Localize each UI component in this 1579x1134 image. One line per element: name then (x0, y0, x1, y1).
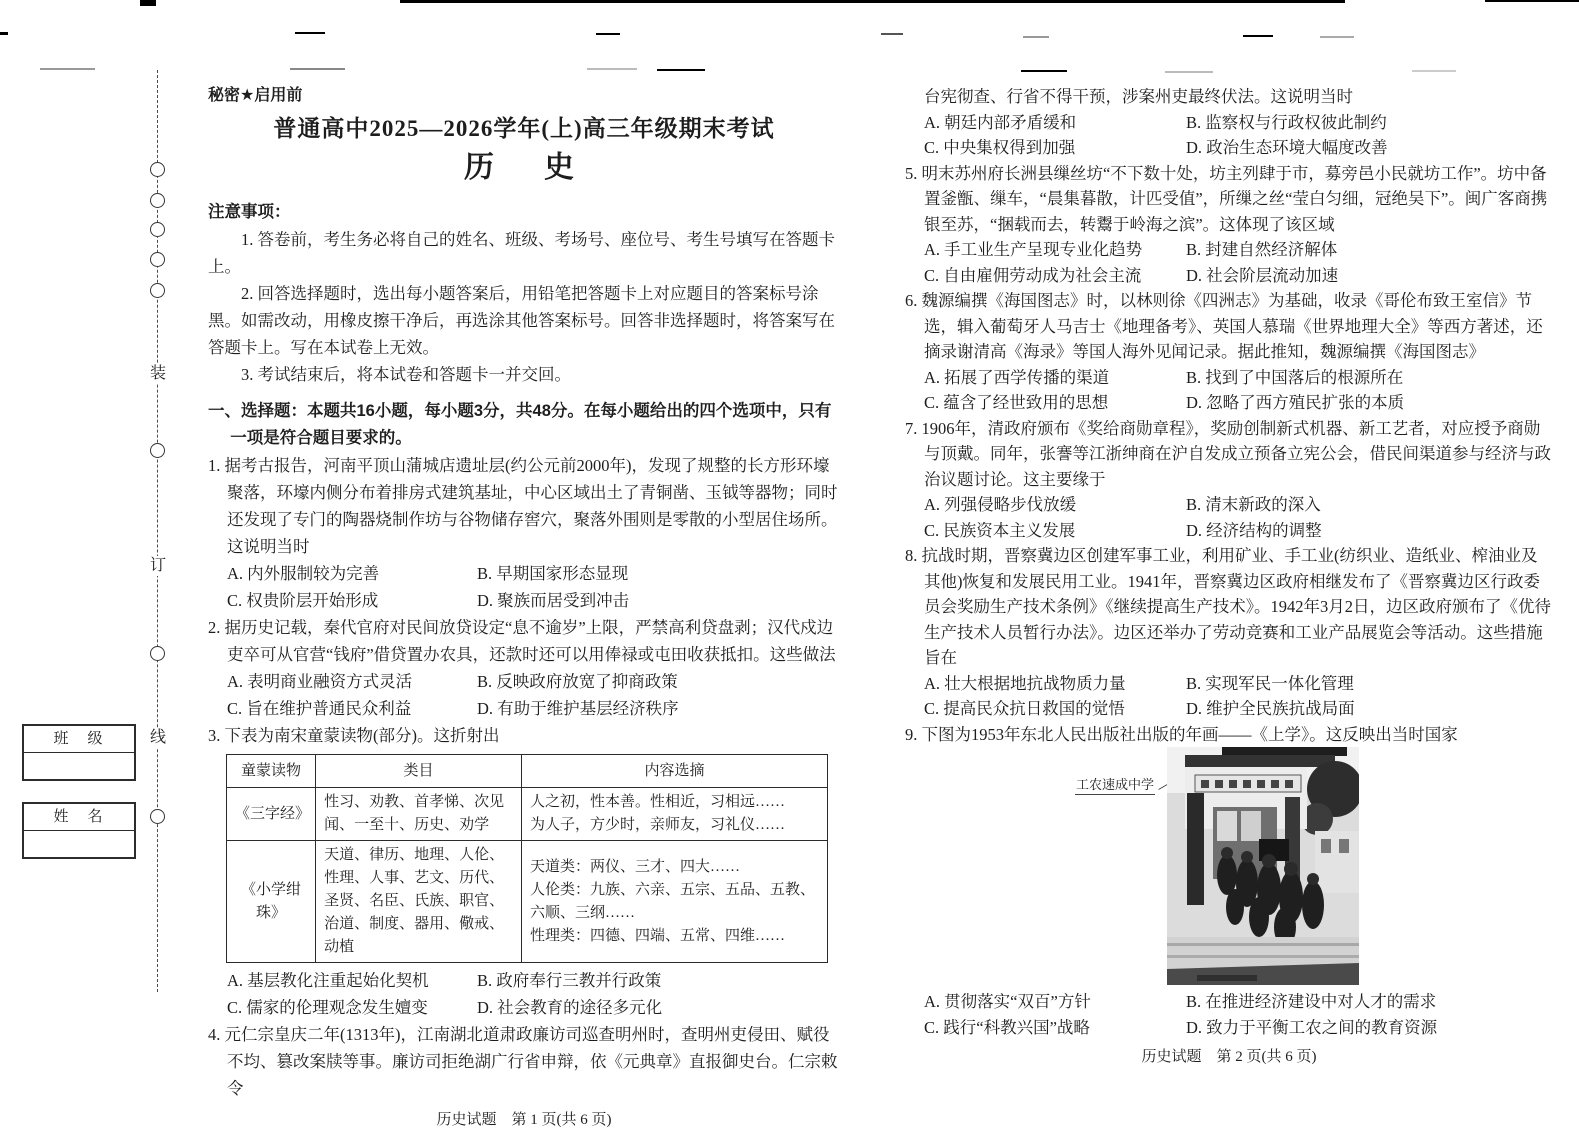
book-title: 《三字经》 (227, 788, 316, 841)
table-header: 类目 (316, 755, 522, 788)
option: A. 朝廷内部矛盾缓和 (924, 112, 1077, 132)
option: D. 致力于平衡工农之间的教育资源 (1186, 1017, 1438, 1037)
option: C. 提高民众抗日救国的觉悟 (924, 699, 1125, 718)
scan-artifact (1320, 36, 1354, 38)
binding-label-ding: 订 (149, 557, 166, 574)
option: A. 内外服制较为完善 (227, 564, 380, 583)
scan-artifact (881, 33, 903, 35)
exam-title: 普通高中2025—2026学年(上)高三年级期末考试 (273, 116, 775, 141)
option: C. 中央集权得到加强 (924, 138, 1076, 157)
option: D. 聚族而居受到冲击 (477, 591, 630, 610)
scan-artifact (1412, 70, 1456, 72)
punch-hole (150, 443, 165, 458)
book-excerpts (521, 788, 827, 841)
notice-header: 注意事项： (208, 203, 291, 221)
question-1-options (208, 587, 840, 614)
scan-artifact (1165, 71, 1213, 73)
scan-artifact (1021, 70, 1067, 72)
question-6-stem: 6. 魏源编撰《海国图志》时，以林则徐《四洲志》为基础，收录《哥伦布致王室信》节选，辑入葡萄牙人马吉士《地理备考》、英国人慕瑞《世界地理大全》等西方著述，还摘录谢清高《海录》等国人海外见闻记录。据此推知，魏源编撰《海国图志》 (905, 291, 1543, 361)
table-row (227, 788, 828, 841)
option: D. 社会教育的途径多元化 (477, 998, 663, 1017)
option: A. 基层教化注重起始化契机 (227, 971, 429, 990)
punch-hole (150, 162, 165, 177)
option: A. 列强侵略步伐放缓 (924, 495, 1077, 514)
option: B. 反映政府放宽了抑商政策 (477, 672, 678, 691)
scan-artifact (400, 0, 1345, 3)
option: A. 贯彻落实“双百”方针 (924, 992, 1091, 1011)
punch-hole (150, 646, 165, 661)
punch-hole (150, 809, 165, 824)
option: C. 儒家的伦理观念发生嬗变 (227, 998, 428, 1017)
punch-hole (150, 193, 165, 208)
option: B. 在推进经济建设中对人才的需求 (1186, 992, 1437, 1011)
question-9-options (905, 1015, 1553, 1041)
question-4-options (905, 135, 1553, 161)
scan-artifact (1023, 36, 1049, 38)
table-row (227, 841, 828, 963)
question-5-options (905, 237, 1553, 263)
class-field-box (22, 724, 136, 781)
scan-artifact (587, 68, 637, 70)
option: D. 有助于维护基层经济秩序 (477, 699, 679, 718)
scan-artifact (0, 32, 8, 35)
punch-hole (150, 222, 165, 237)
option: D. 经济结构的调整 (1186, 520, 1322, 540)
option: A. 拓展了西学传播的渠道 (924, 367, 1110, 387)
question-7-options (905, 492, 1553, 518)
option: A. 壮大根据地抗战物质力量 (924, 673, 1126, 693)
scan-artifact (1485, 0, 1579, 2)
excerpt-line: 天道类：两仪、三才、四大…… (529, 858, 740, 875)
table-header: 童蒙读物 (227, 755, 316, 788)
page-footer-1: 历史试题 第 1 页(共 6 页) (436, 1112, 612, 1128)
option: D. 政治生态环境大幅度改善 (1186, 138, 1388, 157)
punch-hole (150, 283, 165, 298)
question-4-options (905, 110, 1553, 136)
exam-subject: 历 史 (464, 151, 584, 184)
question-6-options (905, 390, 1553, 416)
scan-artifact (290, 68, 345, 70)
option: B. 监察权与行政权彼此制约 (1186, 112, 1387, 132)
option: A. 手工业生产呈现专业化趋势 (924, 240, 1143, 259)
binding-dashed-line (157, 70, 158, 992)
scan-artifact (40, 68, 95, 70)
excerpt-line: 人之初，性本善。性相近，习相远…… (529, 794, 785, 810)
figure-callout-label: 工农速成中学 (1075, 777, 1155, 795)
option: A. 表明商业融资方式灵活 (227, 672, 413, 691)
question-2-options (208, 668, 840, 695)
question-1-options (208, 560, 840, 587)
notice-item: 2. 回答选择题时，选出每小题答案后，用铅笔把答题卡上对应题目的答案标号涂黑。如需改动，用橡皮擦干净后，再选涂其他答案标号。回答非选择题时，将答案写在答题卡上。写在本试卷上无效。 (208, 284, 835, 357)
scan-artifact (596, 33, 620, 35)
option: B. 封建自然经济解体 (1186, 240, 1338, 259)
reading-materials-table (226, 754, 828, 963)
option: B. 政府奉行三教并行政策 (477, 971, 662, 990)
book-excerpts (521, 841, 827, 963)
option: C. 权贵阶层开始形成 (227, 591, 379, 610)
option: D. 忽略了西方殖民扩张的本质 (1186, 393, 1405, 412)
class-label: 班 级 (24, 726, 134, 753)
question-4-stem: 4. 元仁宗皇庆二年(1313年)，江南湖北道肃政廉访司巡查明州时，查明州吏侵田、赋役不均、篡改案牍等事。廉访司拒绝湖广行省申辩，依《元典章》直报御史台。仁宗敕令 (208, 1025, 838, 1098)
binding-label-zhuang: 装 (149, 365, 166, 382)
option: C. 民族资本主义发展 (924, 520, 1076, 540)
question-9-stem: 9. 下图为1953年东北人民出版社出版的年画——《上学》。这反映出当时国家 (905, 724, 1458, 744)
option: C. 旨在维护普通民众利益 (227, 699, 412, 718)
notice-item: 3. 考试结束后，将本试卷和答题卡一并交回。 (241, 365, 571, 384)
section-header: 一、选择题：本题共16小题，每小题3分，共48分。在每小题给出的四个选项中，只有一项是符合题目要求的。 (208, 402, 832, 447)
question-6-options (905, 365, 1553, 391)
name-field-box (22, 802, 136, 859)
scan-artifact (1243, 35, 1273, 37)
book-categories: 天道、律历、地理、人伦、性理、人事、艺文、历代、圣贤、名臣、氏族、职官、治道、制度、器用、儆戒、动植 (316, 841, 522, 963)
question-4-continuation: 台宪彻查、行省不得干预，涉案州吏最终伏法。这说明当时 (924, 87, 1353, 106)
question-8-options (905, 671, 1553, 697)
excerpt-line: 人伦类：九族、六亲、五宗、五品、五教、六顺、三纲…… (529, 881, 815, 921)
scan-artifact (140, 0, 156, 6)
excerpt-line: 性理类：四德、四端、五常、四维…… (529, 927, 785, 944)
excerpt-line: 为人子，方少时，亲师友，习礼仪…… (529, 817, 785, 833)
name-label: 姓 名 (24, 804, 134, 831)
table-header: 内容选摘 (521, 755, 827, 788)
exam-page-1 (208, 82, 840, 1134)
question-5-options (905, 263, 1553, 289)
option: D. 社会阶层流动加速 (1186, 265, 1339, 285)
nianhua-figure (905, 747, 1553, 989)
scan-artifact (657, 69, 705, 71)
book-categories: 性习、劝教、首孝悌、次见闻、一至十、历史、劝学 (316, 788, 522, 841)
class-input-cell (24, 753, 134, 779)
option: B. 早期国家形态显现 (477, 564, 629, 583)
option: C. 蕴含了经世致用的思想 (924, 393, 1109, 412)
question-8-stem: 8. 抗战时期，晋察冀边区创建军事工业，利用矿业、手工业(纺织业、造纸业、榨油业及其他)恢复和发展民用工业。1941年，晋察冀边区政府相继发布了《晋察冀边区行政委员会奖励生产技术条例》《继续提高生产技术》。1942年3月2日，边区政府颁布了《优待生产技术人员暂行办法》。边区还举办了劳动竞赛和工业产品展览会等活动。这些措施旨在 (905, 546, 1551, 667)
page-footer-2: 历史试题 第 2 页(共 6 页) (1141, 1049, 1317, 1065)
option: C. 自由雇佣劳动成为社会主流 (924, 265, 1142, 285)
security-notice: 秘密★启用前 (208, 87, 303, 104)
option: D. 维护全民族抗战局面 (1186, 699, 1355, 718)
option: C. 践行“科教兴国”战略 (924, 1017, 1090, 1037)
question-2-options (208, 695, 840, 722)
question-9-options (905, 989, 1553, 1015)
question-7-stem: 7. 1906年，清政府颁布《奖给商勋章程》，奖励创制新式机器、新工艺者，对应授予商勋与顶戴。同年，张謇等江浙绅商在沪自发成立预备立宪公会，借民间渠道参与经济与政治议题讨论。这主要缘于 (905, 418, 1551, 489)
question-7-options (905, 518, 1553, 544)
scan-artifact (295, 32, 325, 34)
punch-hole (150, 252, 165, 267)
table-header-row (227, 755, 828, 788)
option: B. 找到了中国落后的根源所在 (1186, 367, 1404, 387)
question-3-options (208, 967, 840, 994)
question-8-options (905, 696, 1553, 722)
question-3-options (208, 994, 840, 1021)
binding-label-xian: 线 (149, 729, 166, 746)
option: B. 清末新政的深入 (1186, 495, 1321, 514)
name-input-cell (24, 831, 134, 857)
question-2-stem: 2. 据历史记载，秦代官府对民间放贷设定“息不逾岁”上限，严禁高利贷盘剥；汉代戍边吏卒可从官营“钱府”借贷置办农具，还款时还可以用俸禄或屯田收获抵扣。这些做法 (208, 618, 836, 664)
notice-item: 1. 答卷前，考生务必将自己的姓名、班级、考场号、座位号、考生号填写在答题卡上。 (208, 230, 835, 276)
book-title: 《小学绀珠》 (227, 841, 316, 963)
option: B. 实现军民一体化管理 (1186, 673, 1354, 693)
question-5-stem: 5. 明末苏州府长洲县缫丝坊“不下数十处，坊主列肆于市，募旁邑小民就坊工作”。坊中备置釜甑、缫车，“晨集暮散，计匹受值”，所缫之丝“莹白匀细，冠绝吴下”。闽广客商携银至苏，“捆载而去，转鬻于岭海之滨”。这体现了该区域 (905, 163, 1548, 234)
question-1-stem: 1. 据考古报告，河南平顶山蒲城店遗址层(约公元前2000年)，发现了规整的长方形环壕聚落，环壕内侧分布着排房式建筑基址，中心区域出土了青铜凿、玉钺等器物；同时还发现了专门的陶器烧制作坊与谷物储存窖穴，聚落外围则是零散的小型居住场所。这说明当时 (208, 456, 838, 556)
nianhua-image (1167, 747, 1359, 985)
exam-page-2 (905, 84, 1553, 1071)
question-3-stem: 3. 下表为南宋童蒙读物(部分)。这折射出 (208, 726, 500, 745)
